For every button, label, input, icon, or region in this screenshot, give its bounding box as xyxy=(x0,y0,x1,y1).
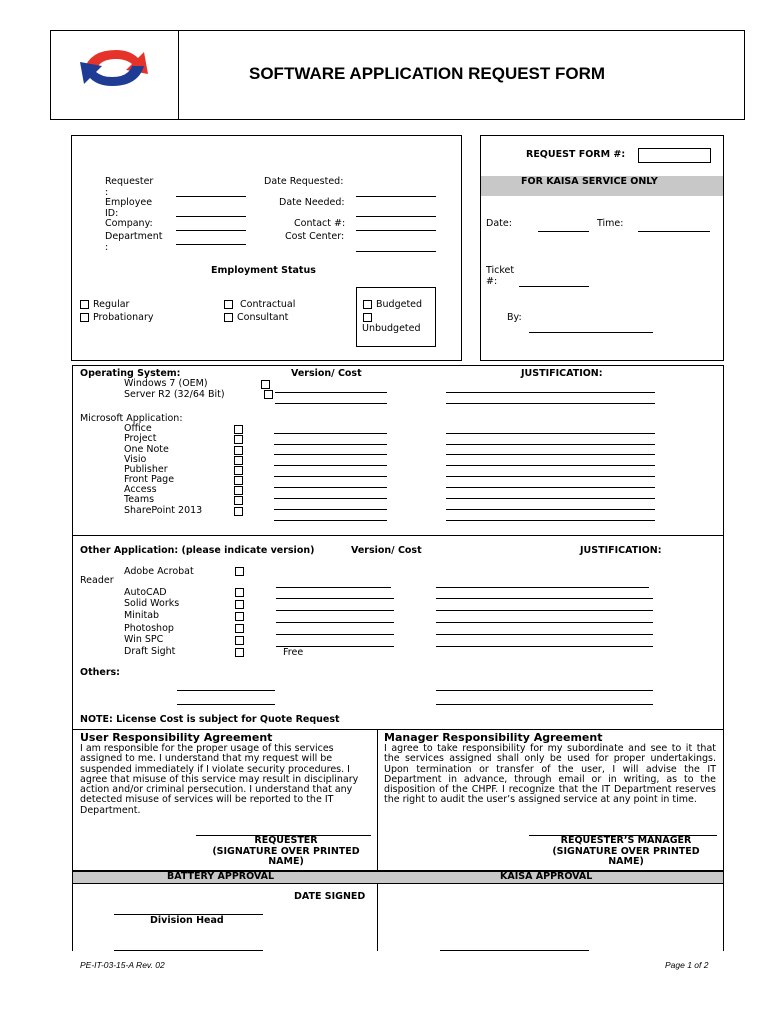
others-field[interactable] xyxy=(177,704,275,705)
other-item: AutoCAD xyxy=(124,587,167,598)
service-only-label: FOR KAISA SERVICE ONLY xyxy=(521,176,658,187)
department-label: Department : xyxy=(105,231,163,253)
ticket-field[interactable] xyxy=(519,286,589,287)
date-requested-label: Date Requested: xyxy=(264,176,344,187)
ms-version-field[interactable] xyxy=(274,509,387,510)
user-agreement-text: I am responsible for the proper usage of this services assigned to me. I understand that my request will be suspended immediately if I violate security procedures. I agree that misuse of this service may result in disciplinary action and/or criminal persecution. I understand that any detected misuse of services will be reported to the IT Department. xyxy=(80,743,359,816)
form-title: SOFTWARE APPLICATION REQUEST FORM xyxy=(249,64,606,83)
request-form-label: REQUEST FORM #: xyxy=(526,149,626,160)
contractual-checkbox[interactable] xyxy=(224,300,233,309)
ms-checkbox[interactable] xyxy=(234,425,243,434)
department-field[interactable] xyxy=(176,244,246,245)
section-divider xyxy=(72,535,724,536)
ms-version-field[interactable] xyxy=(274,520,387,521)
reader-label: Reader xyxy=(80,575,114,586)
ms-item: One Note xyxy=(124,444,169,455)
other-item: Draft Sight xyxy=(124,646,176,657)
cost-center-field[interactable] xyxy=(356,251,436,252)
requester-field[interactable] xyxy=(176,196,246,197)
license-note: NOTE: License Cost is subject for Quote Request xyxy=(80,714,340,725)
other-checkbox[interactable] xyxy=(235,600,244,609)
other-checkbox[interactable] xyxy=(235,624,244,633)
ms-item: Publisher xyxy=(124,464,168,475)
os-checkbox[interactable] xyxy=(264,390,273,399)
budgeted-label: Budgeted xyxy=(376,299,423,310)
os-justification-field[interactable] xyxy=(446,392,655,393)
ms-checkbox[interactable] xyxy=(234,486,243,495)
consultant-checkbox[interactable] xyxy=(224,313,233,322)
manager-agreement-text: I agree to take responsibility for my subordinate and see to it that the services assigned shall only be used for proper undertakings. Upon termination or transfer of the user, I will advise the IT Department in advance, through email or in writing, as to the disposition of the CHPF. I recognize that the IT Department reserves the right to audit the user’s assigned service at any point in time. xyxy=(384,743,716,806)
ms-justification-field[interactable] xyxy=(446,476,655,477)
regular-checkbox[interactable] xyxy=(80,300,89,309)
ms-justification-field[interactable] xyxy=(446,520,655,521)
others-label: Others: xyxy=(80,667,120,678)
kaisa-approval-label: KAISA APPROVAL xyxy=(500,871,593,882)
other-justification-field[interactable] xyxy=(436,634,653,635)
other-heading: Other Application: (please indicate version) xyxy=(80,545,315,556)
other-justification-field[interactable] xyxy=(436,610,653,611)
by-field[interactable] xyxy=(529,332,653,333)
probationary-label: Probationary xyxy=(93,312,154,323)
ms-version-field[interactable] xyxy=(274,444,387,445)
other-item: Solid Works xyxy=(124,598,180,609)
date-needed-label: Date Needed: xyxy=(279,197,345,208)
date-signed-label: DATE SIGNED xyxy=(294,891,366,902)
os-version-field[interactable] xyxy=(275,403,387,404)
employee-id-field[interactable] xyxy=(176,216,246,217)
other-justification-field[interactable] xyxy=(436,622,653,623)
ms-justification-field[interactable] xyxy=(446,465,655,466)
acrobat-version-field[interactable] xyxy=(276,587,391,588)
by-label: By: xyxy=(507,312,522,323)
acrobat-justification-field[interactable] xyxy=(436,587,649,588)
ms-item: Office xyxy=(124,423,152,434)
ms-version-field[interactable] xyxy=(274,454,387,455)
others-field[interactable] xyxy=(177,690,275,691)
header-divider xyxy=(178,30,179,120)
agreement-divider xyxy=(377,729,378,951)
approval-right-border xyxy=(723,871,724,951)
ms-item: Front Page xyxy=(124,474,175,485)
ms-checkbox[interactable] xyxy=(234,507,243,516)
date-requested-field[interactable] xyxy=(356,196,436,197)
manager-signature-label: REQUESTER’S MANAGER (SIGNATURE OVER PRINTED NAME) xyxy=(552,835,700,867)
os-justification: JUSTIFICATION: xyxy=(521,368,603,379)
kaisa-date-label: Date: xyxy=(486,218,512,229)
other-version-field[interactable] xyxy=(276,634,394,635)
other-checkbox[interactable] xyxy=(235,648,244,657)
requester-label: Requester : xyxy=(105,176,154,198)
requester-signature-label: REQUESTER (SIGNATURE OVER PRINTED NAME) xyxy=(212,835,360,867)
other-item: Photoshop xyxy=(124,623,174,634)
os-version-field[interactable] xyxy=(275,392,387,393)
consultant-label: Consultant xyxy=(237,312,289,323)
other-checkbox[interactable] xyxy=(235,636,244,645)
user-agreement-title: User Responsibility Agreement xyxy=(80,731,273,744)
kaisa-time-label: Time: xyxy=(597,218,624,229)
regular-label: Regular xyxy=(93,299,130,310)
os-item: Windows 7 (OEM) xyxy=(124,378,208,389)
others-justification-field[interactable] xyxy=(436,690,653,691)
ms-item: Project xyxy=(124,433,157,444)
employment-status-label: Employment Status xyxy=(211,265,316,276)
other-version-field[interactable] xyxy=(276,622,394,623)
ms-version-field[interactable] xyxy=(274,465,387,466)
budgeted-checkbox[interactable] xyxy=(363,300,372,309)
ms-justification-field[interactable] xyxy=(446,454,655,455)
os-heading: Operating System: xyxy=(80,368,181,379)
date-needed-field[interactable] xyxy=(356,216,436,217)
ms-checkbox[interactable] xyxy=(234,466,243,475)
other-item: Win SPC xyxy=(124,634,164,645)
ms-checkbox[interactable] xyxy=(234,435,243,444)
kaisa-date-field[interactable] xyxy=(538,231,589,232)
ms-version-field[interactable] xyxy=(274,433,387,434)
unbudgeted-checkbox[interactable] xyxy=(363,313,372,322)
approval-left-border xyxy=(72,871,73,951)
form-code: PE-IT-03-15-A Rev. 02 xyxy=(80,960,165,970)
company-field[interactable] xyxy=(176,230,246,231)
battery-approval-label: BATTERY APPROVAL xyxy=(167,871,275,882)
ms-item: Access xyxy=(124,484,157,495)
ms-item: Visio xyxy=(124,454,147,465)
company-logo xyxy=(76,42,152,94)
approval-header-bottom xyxy=(72,883,724,884)
cost-center-label: Cost Center: xyxy=(285,231,345,242)
os-justification-field[interactable] xyxy=(446,403,655,404)
other-checkbox[interactable] xyxy=(235,588,244,597)
ms-justification-field[interactable] xyxy=(446,498,655,499)
contact-label: Contact #: xyxy=(294,218,346,229)
unbudgeted-label: Unbudgeted xyxy=(362,323,421,334)
ms-version-field[interactable] xyxy=(274,487,387,488)
approval-signature-line[interactable] xyxy=(114,950,263,951)
page-number: Page 1 of 2 xyxy=(665,960,709,970)
ms-justification-field[interactable] xyxy=(446,509,655,510)
kaisa-time-field[interactable] xyxy=(638,231,710,232)
free-label: Free xyxy=(283,647,304,658)
others-justification-field[interactable] xyxy=(436,704,653,705)
ms-version-field[interactable] xyxy=(274,498,387,499)
manager-agreement-title: Manager Responsibility Agreement xyxy=(384,731,603,744)
os-checkbox[interactable] xyxy=(261,380,270,389)
ms-checkbox[interactable] xyxy=(234,446,243,455)
other-item: Minitab xyxy=(124,610,160,621)
kaisa-box xyxy=(480,135,724,361)
ms-justification-field[interactable] xyxy=(446,444,655,445)
ms-justification-field[interactable] xyxy=(446,433,655,434)
ms-checkbox[interactable] xyxy=(234,476,243,485)
other-checkbox[interactable] xyxy=(235,612,244,621)
acrobat-checkbox[interactable] xyxy=(235,567,244,576)
ms-item: Teams xyxy=(124,494,155,505)
ms-heading: Microsoft Application: xyxy=(80,413,183,424)
contact-field[interactable] xyxy=(356,230,436,231)
other-justification-field[interactable] xyxy=(436,646,653,647)
acrobat-label: Adobe Acrobat xyxy=(124,566,194,577)
ms-checkbox[interactable] xyxy=(234,496,243,505)
contractual-label: Contractual xyxy=(240,299,296,310)
request-form-field[interactable] xyxy=(638,148,711,163)
other-version-field[interactable] xyxy=(276,598,394,599)
other-justification: JUSTIFICATION: xyxy=(580,545,662,556)
ms-version-field[interactable] xyxy=(274,476,387,477)
company-label: Company: xyxy=(105,218,153,229)
os-version-cost: Version/ Cost xyxy=(291,368,362,379)
other-version-field[interactable] xyxy=(276,610,394,611)
employee-id-label: Employee ID: xyxy=(105,197,153,219)
other-justification-field[interactable] xyxy=(436,598,653,599)
os-item: Server R2 (32/64 Bit) xyxy=(124,389,225,400)
kaisa-signature-line[interactable] xyxy=(440,950,589,951)
other-version-cost: Version/ Cost xyxy=(351,545,422,556)
ms-justification-field[interactable] xyxy=(446,487,655,488)
ms-checkbox[interactable] xyxy=(234,456,243,465)
division-head-label: Division Head xyxy=(150,915,224,926)
ticket-label: Ticket #: xyxy=(486,265,515,287)
probationary-checkbox[interactable] xyxy=(80,313,89,322)
ms-item: SharePoint 2013 xyxy=(124,505,203,516)
